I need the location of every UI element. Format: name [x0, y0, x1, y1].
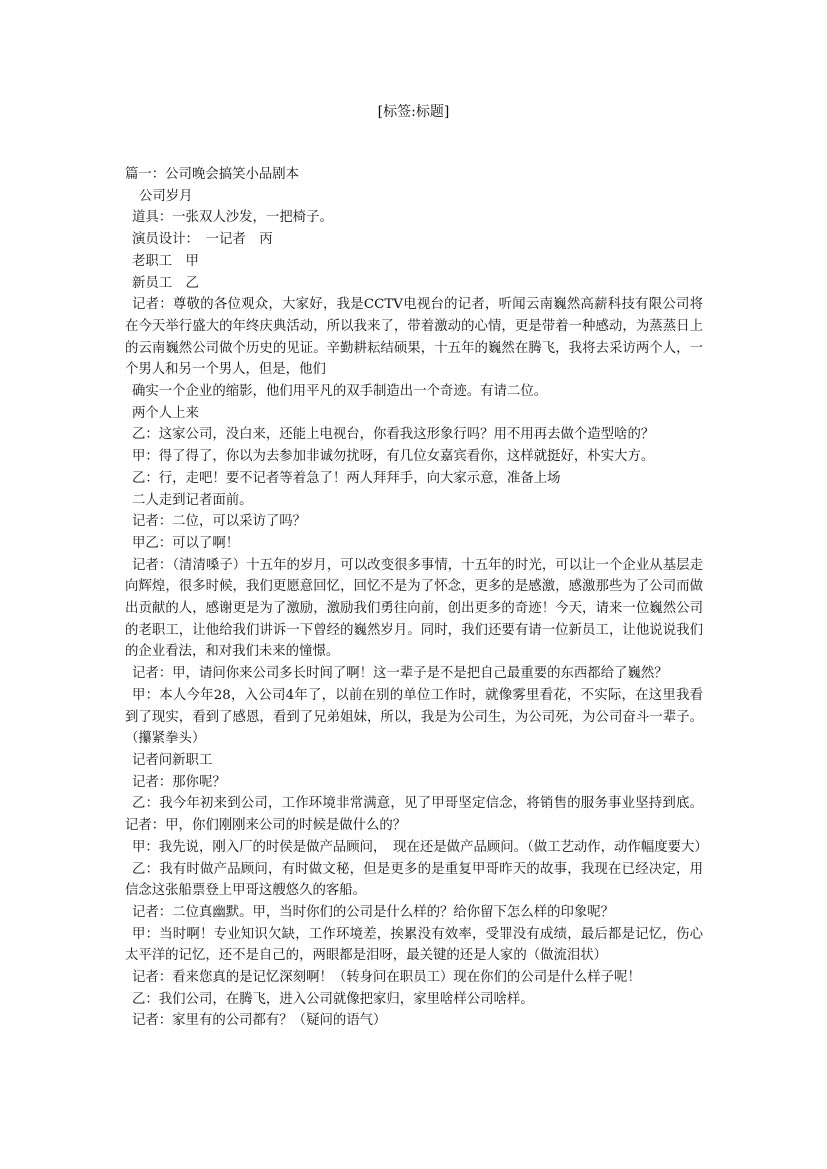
paragraph: 记者：看来您真的是记忆深刻啊！（转身问在职员工）现在你们的公司是什么样子呢！ — [132, 970, 641, 986]
paragraph: 甲：本人今年28，入公司4年了，以前在别的单位工作时，就像雾里看花，不实际，在这里我看到了现实，看到了感恩，看到了兄弟姐妹，所以，我是为公司生，为公司死，为公司奋斗一辈子。（攥紧拳头） — [125, 687, 703, 747]
paragraph: 两个人上来 — [132, 405, 199, 421]
paragraph: 记者问新职工 — [132, 752, 213, 768]
paragraph: 甲：我先说，刚入厂的时侯是做产品顾问， 现在还是做产品顾问。（做工艺动作，动作幅度要大） — [132, 839, 708, 855]
document-body — [125, 164, 708, 1032]
paragraph: 记者：尊敬的各位观众，大家好，我是CCTV电视台的记者，听闻云南巍然高薪科技有限公司将在今天举行盛大的年终庆典活动，所以我来了，带着激动的心情，更是带着一种感动，为蒸蒸日上的云南巍然公司做个历史的见证。辛勤耕耘结硕果，十五年的巍然在腾飞，我将去采访两个人，一个男人和另一个男人，但是，他们 — [125, 297, 703, 378]
paragraph: 甲：当时啊！专业知识欠缺，工作环境差，挨累没有效率，受罪没有成绩，最后都是记忆，伤心太平洋的记忆，还不是自己的，两眼都是泪呀，最关键的还是人家的（做流泪状） — [125, 926, 703, 964]
paragraph: 二人走到记者面前。 — [132, 492, 253, 508]
paragraph: 甲乙：可以了啊！ — [132, 535, 240, 551]
paragraph: 乙：我有时做产品顾问，有时做文秘，但是更多的是重复甲哥昨天的故事，我现在已经决定，用信念这张船票登上甲哥这艘悠久的客船。 — [125, 861, 703, 899]
paragraph: 记者：家里有的公司都有？（疑问的语气） — [132, 1013, 387, 1029]
paragraph: 记者：二位，可以采访了吗？ — [132, 514, 307, 530]
paragraph: 道具：一张双人沙发，一把椅子。 — [132, 210, 333, 226]
paragraph: 乙：这家公司，没白来，还能上电视台，你看我这形象行吗？用不用再去做个造型啥的？ — [132, 427, 655, 443]
paragraph: 甲：得了得了，你以为去参加非诚勿扰呀，有几位女嘉宾看你，这样就挺好，朴实大方。 — [132, 449, 655, 465]
paragraph: 乙：我今年初来到公司，工作环境非常满意，见了甲哥坚定信念，将销售的服务事业坚持到底。记者：甲，你们刚刚来公司的时候是做什么的？ — [125, 796, 703, 834]
skit-title: 公司岁月 — [139, 188, 193, 204]
paragraph: 确实一个企业的缩影，他们用平凡的双手制造出一个奇迹。有请二位。 — [132, 384, 548, 400]
paragraph: 记者：甲，请问你来公司多长时间了啊！这一辈子是不是把自己最重要的东西都给了巍然？ — [132, 666, 668, 682]
paragraph: 老职工 甲 — [132, 253, 199, 269]
paragraph: 记者：（清清嗓子）十五年的岁月，可以改变很多事情，十五年的时光，可以让一个企业从基层走向辉煌，很多时候，我们更愿意回忆，回忆不是为了怀念，更多的是感激，感激那些为了公司而做出贡献的人，感谢更是为了激励，激励我们勇往向前，创出更多的奇迹！今天，请来一位巍然公司的老职工，让他给我们讲诉一下曾经的巍然岁月。同时，我们还要有请一位新员工，让他说说我们的企业看法，和对我们未来的憧憬。 — [125, 557, 703, 660]
paragraph: 记者：二位真幽默。甲，当时你们的公司是什么样的？给你留下怎么样的印象呢？ — [132, 904, 615, 920]
document-title: [标签:标题] — [377, 104, 450, 120]
paragraph: 演员设计： 一记者 丙 — [132, 232, 273, 248]
section-heading: 篇一：公司晚会搞笑小品剧本 — [125, 167, 300, 182]
paragraph: 乙：我们公司，在腾飞，进入公司就像把家归，家里啥样公司啥样。 — [132, 991, 534, 1007]
paragraph: 乙：行，走吧！要不记者等着急了！两人拜拜手，向大家示意，准备上场 — [132, 470, 561, 486]
paragraph: 记者：那你呢？ — [132, 774, 226, 790]
paragraph: 新员工 乙 — [132, 275, 199, 291]
